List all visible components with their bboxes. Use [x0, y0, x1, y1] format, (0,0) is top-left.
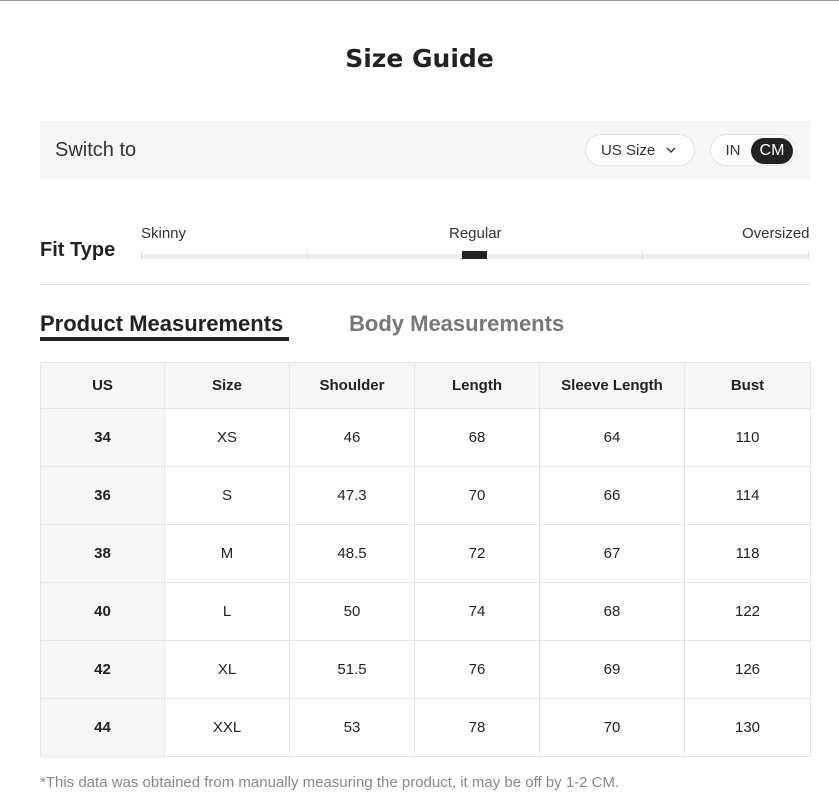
cell-length: 78 [415, 699, 540, 757]
table-row [41, 467, 811, 525]
switch-label: Switch to [55, 139, 137, 161]
measurements-table [40, 362, 811, 757]
cell-size: XL [165, 641, 290, 699]
cell-shoulder: 50 [290, 583, 415, 641]
cell-bust: 114 [685, 467, 811, 525]
fit-label-skinny: Skinny [141, 225, 187, 242]
unit-toggle [710, 134, 796, 166]
fit-tick [307, 251, 308, 259]
cell-shoulder: 53 [290, 699, 415, 757]
header-shoulder: Shoulder [290, 363, 415, 409]
cell-size: S [165, 467, 290, 525]
table-row [41, 583, 811, 641]
fit-marker [462, 251, 487, 259]
cell-us: 34 [41, 409, 165, 467]
cell-us: 38 [41, 525, 165, 583]
cell-sleeve-length: 67 [540, 525, 685, 583]
header-length: Length [415, 363, 540, 409]
header-us: US [41, 363, 165, 409]
header-bust: Bust [685, 363, 811, 409]
header-sleeve-length: Sleeve Length [540, 363, 685, 409]
cell-sleeve-length: 64 [540, 409, 685, 467]
cell-bust: 118 [685, 525, 811, 583]
cell-us: 44 [41, 699, 165, 757]
cell-us: 42 [41, 641, 165, 699]
cell-bust: 122 [685, 583, 811, 641]
size-system-value: US Size [601, 141, 656, 159]
cell-shoulder: 46 [290, 409, 415, 467]
active-tab-underline [40, 337, 289, 341]
unit-cm-option[interactable]: CM [751, 138, 793, 164]
cell-bust: 130 [685, 699, 811, 757]
header-size: Size [165, 363, 290, 409]
fit-label-oversized: Oversized [742, 225, 810, 242]
page-title: Size Guide [345, 44, 494, 73]
cell-shoulder: 51.5 [290, 641, 415, 699]
fit-tick [642, 251, 643, 259]
top-border [0, 0, 839, 1]
cell-length: 68 [415, 409, 540, 467]
cell-sleeve-length: 68 [540, 583, 685, 641]
table-row [41, 699, 811, 757]
cell-length: 76 [415, 641, 540, 699]
switch-bar [40, 121, 810, 179]
cell-bust: 110 [685, 409, 811, 467]
cell-size: M [165, 525, 290, 583]
cell-sleeve-length: 66 [540, 467, 685, 525]
measurement-note: *This data was obtained from manually measuring the product, it may be off by 1-2 CM. [40, 774, 620, 791]
fit-label-regular: Regular [449, 225, 502, 242]
size-system-select[interactable] [585, 134, 695, 166]
cell-size: XXL [165, 699, 290, 757]
cell-size: XS [165, 409, 290, 467]
chevron-down-icon [665, 144, 677, 156]
table-header-row [41, 363, 811, 409]
cell-us: 40 [41, 583, 165, 641]
table-row [41, 525, 811, 583]
fit-tick [808, 251, 809, 259]
table-row [41, 409, 811, 467]
cell-us: 36 [41, 467, 165, 525]
divider [40, 284, 810, 285]
cell-length: 74 [415, 583, 540, 641]
cell-size: L [165, 583, 290, 641]
cell-length: 72 [415, 525, 540, 583]
unit-in-option[interactable]: IN [725, 142, 741, 159]
fit-type-title: Fit Type [40, 239, 116, 261]
cell-bust: 126 [685, 641, 811, 699]
table-row [41, 641, 811, 699]
cell-length: 70 [415, 467, 540, 525]
cell-shoulder: 47.3 [290, 467, 415, 525]
cell-sleeve-length: 70 [540, 699, 685, 757]
tab-body-measurements[interactable]: Body Measurements [349, 311, 565, 336]
cell-shoulder: 48.5 [290, 525, 415, 583]
cell-sleeve-length: 69 [540, 641, 685, 699]
tab-product-measurements[interactable]: Product Measurements [40, 311, 284, 336]
fit-tick [141, 251, 142, 259]
